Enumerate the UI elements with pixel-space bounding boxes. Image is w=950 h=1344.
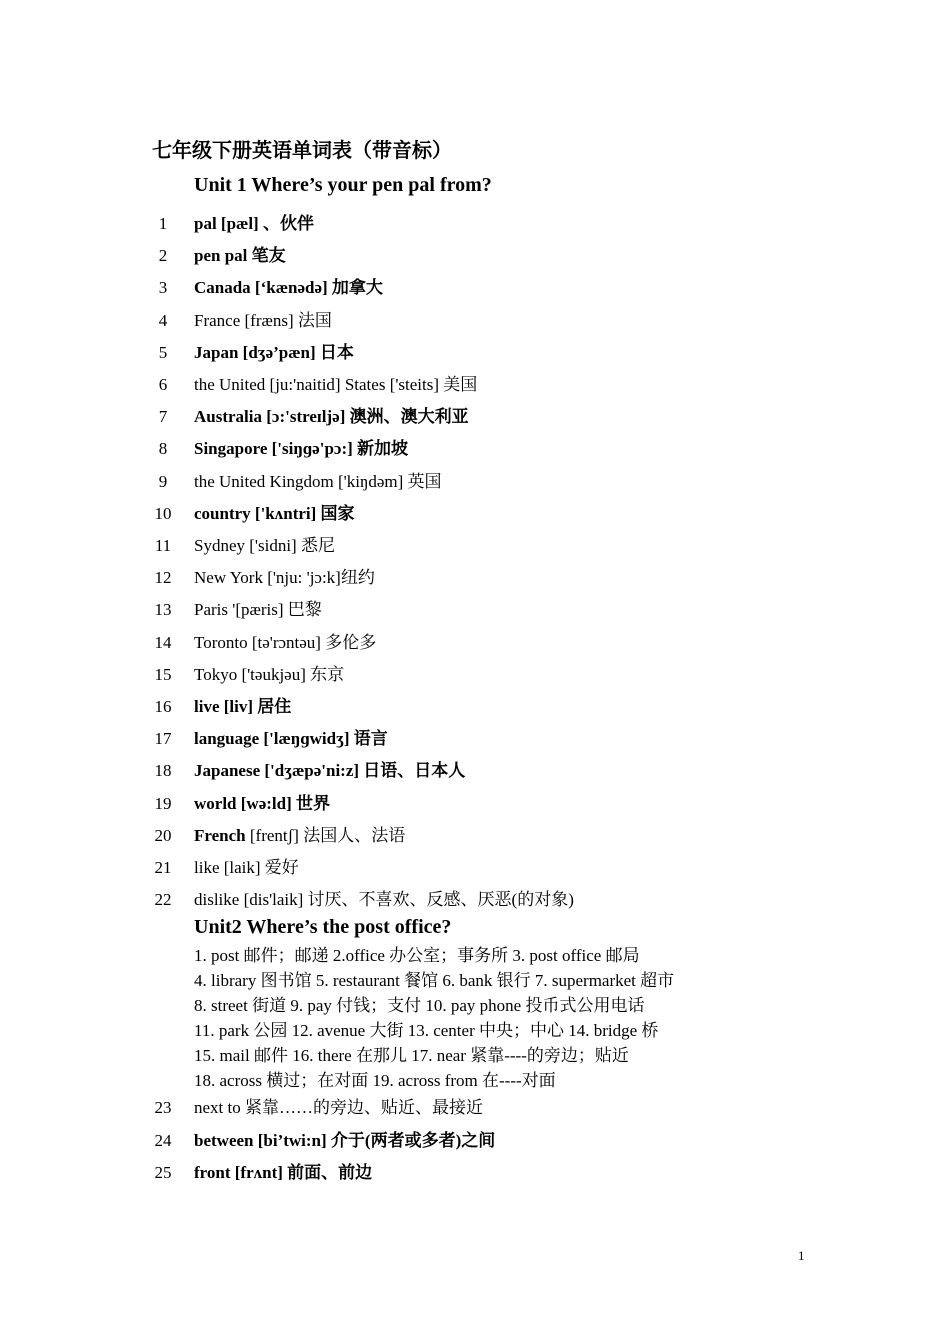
- word-row: [0, 598, 900, 622]
- row-number: 8: [158, 439, 168, 459]
- word-row: [0, 663, 900, 687]
- word-row: [0, 502, 900, 526]
- word-row: [0, 534, 900, 558]
- row-number: 14: [154, 632, 172, 652]
- word-row: [0, 405, 900, 429]
- row-number: 21: [154, 858, 172, 877]
- row-text: France [fræns] 法国: [194, 310, 332, 330]
- row-number: 22: [154, 890, 172, 910]
- vocab-line: 1. post 邮件；邮递 2.office 办公室；事务所 3. post office 邮局: [194, 946, 640, 965]
- row-text: Toronto [tə'rɔntəu] 多伦多: [194, 632, 377, 652]
- row-number: 3: [158, 278, 168, 298]
- word-row: [0, 212, 900, 236]
- row-number: 5: [158, 342, 168, 362]
- vocab-line: 18. across 横过；在对面 19. across from 在----对面: [194, 1071, 556, 1090]
- unit2-heading: Unit2 Where’s the post office?: [194, 916, 452, 938]
- row-number: 2: [158, 246, 168, 266]
- row-number: 24: [154, 1130, 172, 1150]
- row-text: Japan [dʒə’pæn] 日本: [194, 342, 354, 362]
- row-number: 16: [154, 697, 172, 716]
- row-text: Singapore ['siŋɡə'pɔ:] 新加坡: [194, 439, 409, 459]
- row-number: 19: [154, 793, 172, 813]
- vocab-line: 15. mail 邮件 16. there 在那儿 17. near 紧靠----的旁边；贴近: [194, 1046, 629, 1065]
- vocab-line: 4. library 图书馆 5. restaurant 餐馆 6. bank 银行 7. supermarket 超市: [194, 971, 675, 990]
- row-text: Canada [‘kænədə] 加拿大: [194, 278, 383, 298]
- word-row: [0, 244, 900, 268]
- row-text: country ['kʌntri] 国家: [194, 503, 355, 523]
- row-number: 10: [154, 503, 172, 523]
- word-row: [0, 437, 900, 461]
- row-number: 6: [158, 375, 168, 394]
- row-number: 23: [154, 1098, 172, 1117]
- word-row: [0, 566, 900, 590]
- row-text: Paris '[pæris] 巴黎: [194, 600, 322, 620]
- unit1-heading: Unit 1 Where’s your pen pal from?: [194, 174, 492, 196]
- row-text: like [laik] 爱好: [194, 858, 299, 877]
- word-row: [0, 695, 900, 719]
- row-number: 15: [154, 664, 172, 684]
- row-text: live [liv] 居住: [194, 697, 292, 716]
- row-text: New York ['nju: 'jɔ:k]纽约: [194, 568, 375, 588]
- page-number: 1: [798, 1248, 805, 1263]
- row-text: pen pal 笔友: [194, 246, 286, 266]
- word-row: [0, 792, 900, 816]
- word-row: [0, 1096, 900, 1120]
- row-number: 12: [154, 568, 172, 588]
- row-text-rest: [frentʃ] 法国人、法语: [249, 825, 406, 845]
- word-row: [0, 341, 900, 365]
- word-row: [0, 631, 900, 655]
- row-text: between [bi’twi:n] 介于(两者或多者)之间: [194, 1130, 496, 1150]
- word-row: [0, 856, 900, 880]
- row-text: Japanese ['dʒæpə'ni:z] 日语、日本人: [194, 761, 466, 781]
- row-text-bold: French: [194, 825, 250, 845]
- row-text: world [wə:ld] 世界: [194, 793, 330, 813]
- word-row: [0, 276, 900, 300]
- vocab-line: 11. park 公园 12. avenue 大街 13. center 中央；中心 14. bridge 桥: [194, 1021, 659, 1040]
- row-number: 25: [154, 1163, 172, 1182]
- row-number: 1: [158, 214, 168, 233]
- word-row: [0, 1161, 900, 1185]
- row-number: 17: [154, 729, 172, 749]
- vocab-line: 8. street 街道 9. pay 付钱；支付 10. pay phone 投币式公用电话: [194, 996, 645, 1015]
- row-text: Tokyo ['təukjəu] 东京: [194, 664, 345, 684]
- row-text: the United Kingdom ['kiŋdəm] 英国: [194, 471, 442, 491]
- row-text: language ['læŋɡwidʒ] 语言: [194, 729, 388, 749]
- row-text: [194, 824, 405, 848]
- row-text: Sydney ['sidni] 悉尼: [194, 536, 335, 555]
- word-row: [0, 373, 900, 397]
- word-row: [0, 824, 900, 848]
- word-row: [0, 309, 900, 333]
- row-number: 7: [158, 407, 168, 427]
- row-number: 9: [158, 471, 168, 491]
- row-number: 4: [158, 310, 168, 330]
- word-row: [0, 759, 900, 783]
- word-row: [0, 470, 900, 494]
- unit2-vocab-block: [194, 943, 674, 1093]
- row-text: front [frʌnt] 前面、前边: [194, 1163, 373, 1182]
- row-text: next to 紧靠……的旁边、贴近、最接近: [194, 1098, 483, 1117]
- row-number: 13: [154, 600, 172, 620]
- row-number: 20: [154, 825, 172, 845]
- word-row: [0, 1129, 900, 1153]
- row-text: the United [ju:'naitid] States ['steits] 美国: [194, 375, 478, 394]
- document-title: 七年级下册英语单词表（带音标）: [152, 140, 452, 162]
- row-number: 11: [154, 536, 172, 555]
- word-row: [0, 727, 900, 751]
- row-text: dislike [dis'laik] 讨厌、不喜欢、反感、厌恶(的对象): [194, 890, 574, 910]
- row-text: Australia [ɔ:'streɪljə] 澳洲、澳大利亚: [194, 407, 469, 427]
- row-number: 18: [154, 761, 172, 781]
- row-text: pal [pæl] 、伙伴: [194, 214, 314, 233]
- word-row: [0, 888, 900, 912]
